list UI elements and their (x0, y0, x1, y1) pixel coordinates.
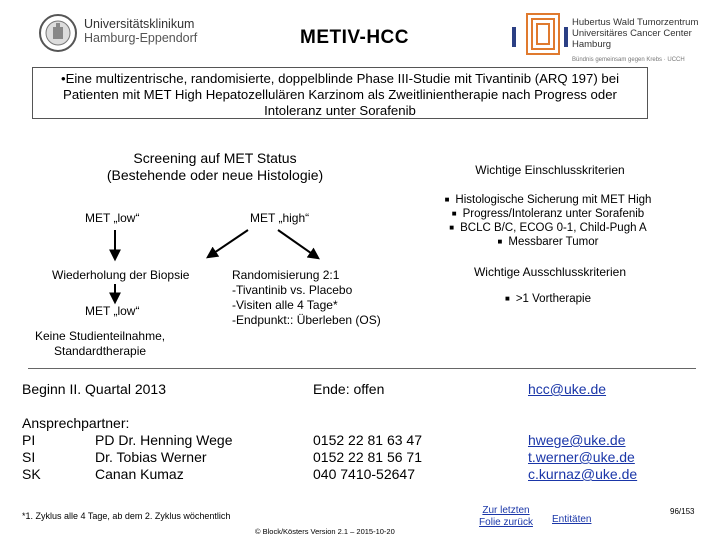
contact-name: Dr. Tobias Werner (95, 449, 207, 465)
randomisierung-block (232, 268, 381, 328)
bullet-icon: ■ (505, 294, 510, 304)
bullet-icon: ■ (449, 223, 455, 233)
bullet-icon: ■ (444, 195, 450, 204)
htz-logo-line1: Hubertus Wald Tumorzentrum (572, 17, 699, 28)
study-description: •Eine multizentrische, randomisierte, doppelblinde Phase III-Studie mit Tivantinib (ARQ 197) bei Patienten mit MET High Hepatozellulären Karzinom als Zweitlinientherapie nach Progress oder Intoleranz unter Sorafenib (32, 67, 648, 119)
inclusion-item (408, 221, 688, 235)
inclusion-list (408, 193, 688, 249)
contact-role: SI (22, 449, 36, 465)
inclusion-item-text: BCLC B/C, ECOG 0-1, Child-Pugh A (460, 222, 647, 235)
inclusion-title: Wichtige Einschlusskriterien (475, 163, 625, 177)
entitaeten-link[interactable]: Entitäten (552, 514, 592, 525)
exclusion-title: Wichtige Ausschlusskriterien (473, 265, 627, 279)
back-link-line1[interactable]: Zur letzten (482, 505, 530, 516)
bullet-icon: ■ (451, 209, 457, 219)
htz-logo-small: Bündnis gemeinsam gegen Krebs · UCCH (572, 57, 685, 63)
copyright: © Block/Kösters Version 2.1 – 2015-10-20 (255, 527, 395, 536)
hcc-email-link[interactable]: hcc@uke.de (528, 381, 607, 397)
met-low-label: MET „low“ (85, 211, 140, 225)
inclusion-item (408, 235, 688, 249)
inclusion-item-text: Messbarer Tumor (508, 236, 599, 249)
met-low-2-label: MET „low“ (85, 304, 140, 318)
keine-line1: Keine Studienteilnahme, (35, 329, 166, 343)
page-number: 96/153 (670, 507, 695, 516)
arrow-to-random (278, 230, 318, 258)
htz-logo-line2: Universitäres Cancer Center Hamburg (572, 28, 692, 50)
random-line: -Endpunkt:: Überleben (OS) (232, 313, 381, 327)
inclusion-item-text: Histologische Sicherung mit MET High (455, 194, 652, 207)
uke-logo-line1: Universitätsklinikum (84, 17, 195, 31)
contact-role: PI (22, 432, 36, 448)
contact-name: Canan Kumaz (95, 466, 184, 482)
contact-email-link[interactable]: t.werner@uke.de (528, 449, 635, 465)
bullet-icon: ■ (497, 237, 503, 247)
exclusion-item (408, 293, 688, 305)
contact-phone: 0152 22 81 56 71 (313, 449, 422, 465)
screening-line2: (Bestehende oder neue Histologie) (106, 167, 324, 183)
keine-teilnahme (35, 329, 165, 359)
arrow-to-met-high (208, 230, 248, 257)
ansprechpartner-label: Ansprechpartner: (22, 415, 130, 431)
screening-line1: Screening auf MET Status (133, 150, 297, 166)
random-line: Randomisierung 2:1 (232, 268, 340, 282)
contact-email-link[interactable]: hwege@uke.de (528, 432, 626, 448)
random-line: -Tivantinib vs. Placebo (232, 283, 353, 297)
inclusion-item (408, 193, 688, 207)
inclusion-item-text: Progress/Intoleranz unter Sorafenib (462, 208, 645, 221)
contact-name: PD Dr. Henning Wege (95, 432, 233, 448)
ende-text: Ende: offen (313, 381, 385, 397)
keine-line2: Standardtherapie (54, 344, 147, 358)
random-line: -Visiten alle 4 Tage* (232, 298, 338, 312)
back-link-line2[interactable]: Folie zurück (479, 517, 533, 528)
footnote: *1. Zyklus alle 4 Tage, ab dem 2. Zyklus wöchentlich (22, 511, 231, 521)
contact-phone: 0152 22 81 63 47 (313, 432, 422, 448)
met-high-label: MET „high“ (250, 211, 310, 225)
contact-email-link[interactable]: c.kurnaz@uke.de (528, 466, 638, 482)
wiederholung-label: Wiederholung der Biopsie (52, 268, 190, 282)
exclusion-item-text: >1 Vortherapie (515, 293, 591, 305)
beginn-text: Beginn II. Quartal 2013 (22, 381, 166, 397)
uke-logo-line2: Hamburg-Eppendorf (84, 31, 198, 45)
contact-role: SK (22, 466, 41, 482)
page-title: METIV-HCC (300, 27, 409, 48)
contact-phone: 040 7410-52647 (313, 466, 415, 482)
divider (28, 368, 696, 369)
back-link[interactable] (470, 505, 542, 529)
inclusion-item (408, 207, 688, 221)
